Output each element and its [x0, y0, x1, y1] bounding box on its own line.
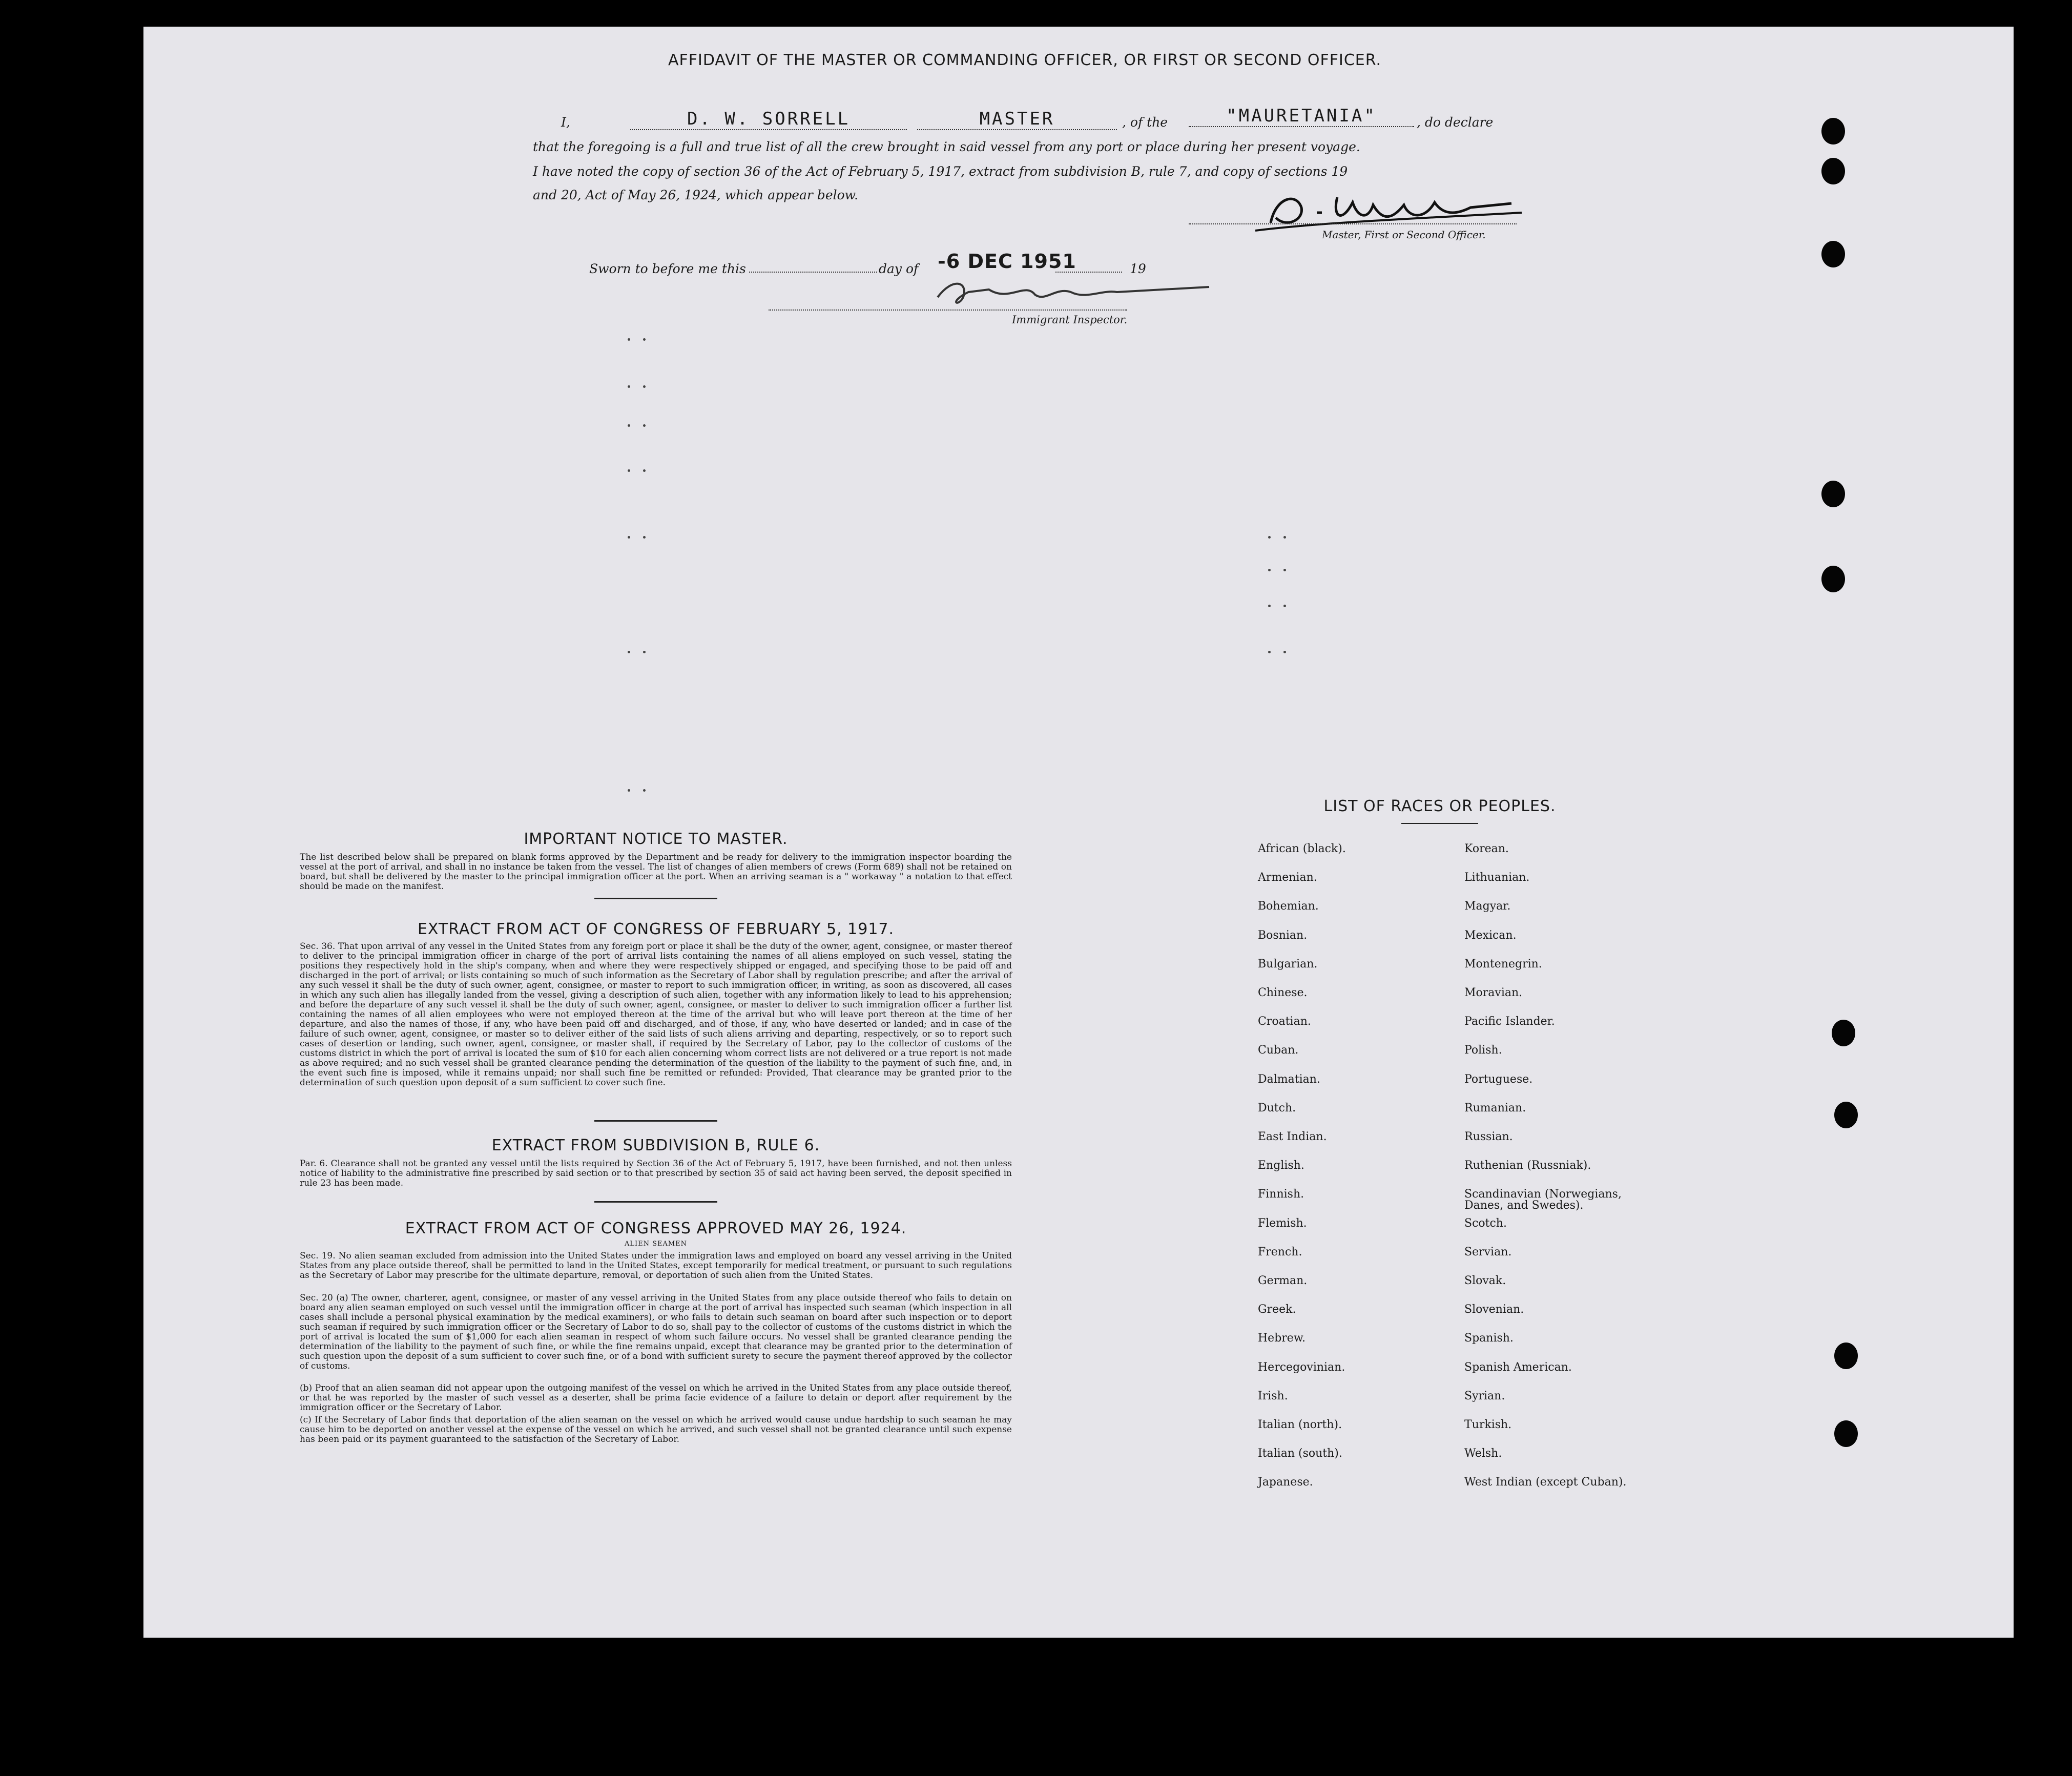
divider	[1401, 823, 1478, 824]
race-item: Flemish.	[1258, 1216, 1307, 1230]
divider	[594, 898, 717, 899]
leader-dot	[628, 338, 630, 341]
extract-1917-heading: EXTRACT FROM ACT OF CONGRESS OF FEBRUARY 5, 1917.	[417, 920, 895, 938]
declaration-line-4: and 20, Act of May 26, 1924, which appear below.	[533, 188, 859, 202]
inspector-line	[769, 309, 1127, 311]
race-item: Irish.	[1258, 1389, 1288, 1402]
sec-20a-text: Sec. 20 (a) The owner, charterer, agent, consignee, or master of any vessel arriving in the United States from any place outside thereof who fails to detain on board any alien seaman employed on such vessel until the immigration officer in charge at the port of arrival has inspected such seaman (which inspection in all cases shall include a personal physical examination by the medical examiners), or who fails to detain such seaman on board after such inspection or to deport such seaman if required by such immigration officer or the Secretary of Labor to do so, shall pay to the collector of customs of the customs district in which the port of arrival is located the sum of $1,000 for each alien seaman in respect of whom such failure occurs. No vessel shall be granted clearance pending the determination of the liability to the payment of such fine, or while the fine remains unpaid, except that clearance may be granted prior to the determination of such question upon the deposit of a sum sufficient to cover such fine, or of a bond with sufficient surety to secure the payment thereof approved by the collector of customs.	[300, 1293, 1012, 1371]
punch-hole	[1834, 1102, 1858, 1128]
master-name: D. W. SORRELL	[630, 109, 907, 130]
race-item: Rumanian.	[1464, 1101, 1526, 1114]
extract-1924-heading: EXTRACT FROM ACT OF CONGRESS APPROVED MAY 26, 1924.	[405, 1220, 907, 1237]
leader-dot	[628, 536, 630, 539]
leader-dot	[1268, 605, 1271, 607]
sec-19-text: Sec. 19. No alien seaman excluded from admission into the United States under the immigration laws and employed on board any vessel arriving in the United States from any place outside thereof, shall be permitted to land in the United States, except temporarily for medical treatment, or pursuant to such regulations as the Secretary of Labor may prescribe for the ultimate departure, removal, or deportation of such alien from the United States.	[300, 1251, 1012, 1281]
race-item: Korean.	[1464, 842, 1509, 855]
punch-hole	[1821, 566, 1845, 592]
leader-dot	[643, 469, 646, 472]
race-item: East Indian.	[1258, 1130, 1327, 1143]
race-item: Italian (north).	[1258, 1418, 1342, 1431]
sworn-label: Sworn to before me this	[589, 261, 746, 276]
master-rank: MASTER	[917, 109, 1117, 130]
race-item: Italian (south).	[1258, 1447, 1342, 1460]
leader-dot	[1268, 651, 1271, 653]
race-item: Dutch.	[1258, 1101, 1296, 1114]
leader-dot	[1283, 605, 1286, 607]
leader-dot	[628, 789, 630, 792]
leader-dot	[628, 424, 630, 427]
divider	[594, 1120, 717, 1122]
race-item: Dalmatian.	[1258, 1072, 1320, 1086]
race-item: Pacific Islander.	[1464, 1015, 1555, 1028]
race-item: Spanish American.	[1464, 1360, 1572, 1374]
race-item: Bosnian.	[1258, 928, 1308, 942]
race-item: Bulgarian.	[1258, 957, 1318, 970]
leader-dot	[628, 385, 630, 388]
punch-hole	[1821, 158, 1845, 184]
declaration-line-2: that the foregoing is a full and true list of all the crew brought in said vessel from any port or place during her present voyage.	[533, 139, 1360, 154]
notice-heading: IMPORTANT NOTICE TO MASTER.	[524, 830, 788, 848]
race-item: French.	[1258, 1245, 1302, 1258]
race-item: Chinese.	[1258, 986, 1308, 999]
leader-dot	[1268, 536, 1271, 539]
punch-hole	[1821, 118, 1845, 144]
year-prefix: 19	[1130, 261, 1146, 276]
race-item: Moravian.	[1464, 986, 1523, 999]
of-the-label: , of the	[1122, 115, 1168, 130]
race-item: Japanese.	[1258, 1476, 1313, 1489]
signature-line	[1189, 223, 1517, 224]
sec-20c-text: (c) If the Secretary of Labor finds that deportation of the alien seaman on the vessel on which he arrived would cause undue hardship to such seaman he may cause him to be deported on another vessel at the expense of the vessel on which he arrived, and such vessel shall not be granted clearance until such expense has been paid or its payment guaranteed to the satisfaction of the Secretary of Labor.	[300, 1415, 1012, 1444]
race-item: Hebrew.	[1258, 1332, 1306, 1345]
vessel-name: "MAURETANIA"	[1189, 106, 1414, 127]
race-item: English.	[1258, 1159, 1304, 1172]
race-item: Hercegovinian.	[1258, 1360, 1345, 1374]
races-heading: LIST OF RACES OR PEOPLES.	[1323, 797, 1556, 815]
race-item: German.	[1258, 1274, 1308, 1287]
signer-caption: Master, First or Second Officer.	[1322, 229, 1486, 241]
race-item: Greek.	[1258, 1303, 1296, 1316]
race-item: Welsh.	[1464, 1447, 1502, 1460]
race-item: West Indian (except Cuban).	[1464, 1476, 1627, 1489]
divider	[594, 1201, 717, 1203]
leader-dot	[1283, 651, 1286, 653]
race-item: Armenian.	[1258, 871, 1317, 884]
race-item: Turkish.	[1464, 1418, 1512, 1431]
leader-dot	[1268, 569, 1271, 571]
notice-body: The list described below shall be prepared on blank forms approved by the Department and be ready for delivery to the immigration inspector boarding the vessel at the port of arrival, and shall in no instance be taken from the vessel. The list of changes of alien members of crews (Form 689) shall not be retained on board, but shall be delivered by the master to the principal immigration officer at the port. When an arriving seaman is a " workaway " a notation to that effect should be made on the manifest.	[300, 852, 1012, 892]
race-item: Polish.	[1464, 1044, 1502, 1057]
punch-hole	[1821, 481, 1845, 507]
day-of-label: day of	[879, 261, 919, 276]
alien-seamen-subheading: ALIEN SEAMEN	[624, 1240, 688, 1248]
inspector-signature	[933, 272, 1219, 313]
race-item: Mexican.	[1464, 928, 1517, 942]
race-item: Bohemian.	[1258, 900, 1319, 913]
race-item: Servian.	[1464, 1245, 1512, 1258]
extract-1917-body: Sec. 36. That upon arrival of any vessel in the United States from any foreign port or place it shall be the duty of the owner, agent, consignee, or master thereof to deliver to the principal immigration officer in charge of the port of arrival lists containing the names of all aliens employed on such vessel, stating the positions they respectively hold in the ship's company, when and where they were respectively shipped or engaged, and specifying those to be paid off and discharged in the port of arrival; or lists containing so much of such information as the Secretary of Labor shall by regulation prescribe; and after the arrival of any such vessel it shall be the duty of such owner, agent, consignee, or master to report to such immigration officer, in writing, as soon as discovered, all cases in which any such alien has illegally landed from the vessel, giving a description of such alien, together with any information likely to lead to his apprehension; and before the departure of any such vessel it shall be the duty of such owner, agent, consignee, or master to deliver to such immigration officer a further list containing the names of all alien employees who were not employed thereon at the time of the arrival but who will leave port thereon at the time of her departure, and also the names of those, if any, who have been paid off and discharged, and of those, if any, who have deserted or landed; and in case of the failure of such owner, agent, consignee, or master so to deliver either of the said lists of such aliens arriving and departing, respectively, or so to report such cases of desertion or landing, such owner, agent, consignee, or master shall, if required by the Secretary of Labor, pay to the collector of customs of the customs district in which the port of arrival is located the sum of $10 for each alien concerning whom correct lists are not delivered or a true report is not made as above required; and no such vessel shall be granted clearance pending the determination of the question of the liability to the payment of such fine, and, in the event such fine is imposed, while it remains unpaid; nor shall such fine be remitted or refunded: Provided, That clearance may be granted prior to the determination of such question upon deposit of a sum sufficient to cover such fine.	[300, 941, 1012, 1088]
race-item: Slovenian.	[1464, 1303, 1524, 1316]
leader-dot	[628, 651, 630, 653]
affidavit-heading: AFFIDAVIT OF THE MASTER OR COMMANDING OFFICER, OR FIRST OR SECOND OFFICER.	[668, 51, 1382, 69]
race-item: African (black).	[1258, 842, 1346, 855]
leader-dot	[643, 424, 646, 427]
race-item: Ruthenian (Russniak).	[1464, 1159, 1591, 1172]
race-item: Cuban.	[1258, 1044, 1299, 1057]
race-item: Portuguese.	[1464, 1072, 1533, 1086]
sec-20b-text: (b) Proof that an alien seaman did not appear upon the outgoing manifest of the vessel on which he arrived in the United States from any place outside thereof, or that he was reported by the master of such vessel as a deserter, shall be prima facie evidence of a failure to detain or deport after requirement by the immigration officer or the Secretary of Labor.	[300, 1383, 1012, 1413]
race-item: Finnish.	[1258, 1188, 1304, 1201]
date-stamp: -6 DEC 1951	[938, 250, 1076, 273]
race-item: Slovak.	[1464, 1274, 1506, 1287]
race-item: Lithuanian.	[1464, 871, 1530, 884]
declaration-line-3: I have noted the copy of section 36 of the Act of February 5, 1917, extract from subdivision B, rule 7, and copy of sections 19	[533, 164, 1348, 179]
inspector-caption: Immigrant Inspector.	[1012, 314, 1128, 326]
i-label: I,	[561, 115, 570, 130]
race-item: Scotch.	[1464, 1216, 1507, 1230]
leader-dot	[628, 469, 630, 472]
punch-hole	[1834, 1420, 1858, 1447]
leader-dot	[643, 789, 646, 792]
leader-dot	[643, 536, 646, 539]
sworn-day-blank	[749, 272, 877, 273]
do-declare-label: , do declare	[1417, 115, 1494, 130]
leader-dot	[643, 385, 646, 388]
leader-dot	[643, 651, 646, 653]
leader-dot	[643, 338, 646, 341]
race-item: Magyar.	[1464, 900, 1511, 913]
punch-hole	[1832, 1020, 1855, 1046]
punch-hole	[1821, 241, 1845, 267]
race-item: Syrian.	[1464, 1389, 1505, 1402]
leader-dot	[1283, 536, 1286, 539]
subdivision-heading: EXTRACT FROM SUBDIVISION B, RULE 6.	[491, 1137, 820, 1154]
race-item: Spanish.	[1464, 1332, 1514, 1345]
race-item: Croatian.	[1258, 1015, 1311, 1028]
race-item: Russian.	[1464, 1130, 1513, 1143]
race-item: Scandinavian (Norwegians, Danes, and Swedes).	[1464, 1188, 1622, 1212]
punch-hole	[1834, 1343, 1858, 1369]
subdivision-body: Par. 6. Clearance shall not be granted any vessel until the lists required by Section 36 of the Act of February 5, 1917, have been furnished, and not then unless notice of liability to the administrative fine prescribed by said section or to that prescribed by section 35 of said act having been served, the deposit specified in rule 23 has been made.	[300, 1159, 1012, 1188]
leader-dot	[1283, 569, 1286, 571]
race-item: Montenegrin.	[1464, 957, 1542, 970]
